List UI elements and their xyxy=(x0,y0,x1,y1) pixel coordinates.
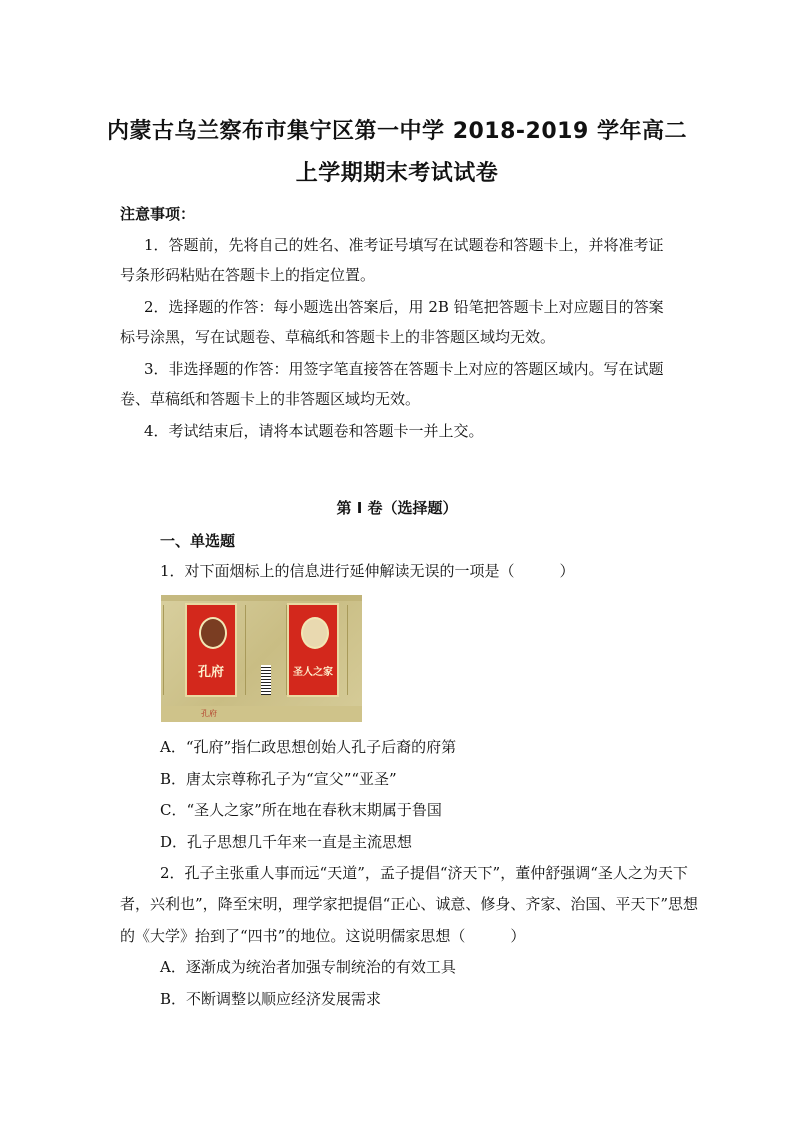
exam-title-line2: 上学期期末考试试卷 xyxy=(295,161,499,186)
bottom-label: 孔府 xyxy=(201,709,217,718)
q1-option-c: C．“圣人之家”所在地在春秋末期属于鲁国 xyxy=(160,801,442,819)
q1-option-a: A．“孔府”指仁政思想创始人孔子后裔的府第 xyxy=(160,738,457,756)
notice-heading: 注意事项： xyxy=(120,205,196,223)
q2-stem-line3: 的《大学》抬到了“四书”的地位。这说明儒家思想（ ） xyxy=(120,927,526,945)
barcode xyxy=(261,665,271,695)
pack-kongfu xyxy=(185,603,237,697)
pack-shengren xyxy=(287,603,339,697)
notice-line-6: 卷、草稿纸和答题卡上的非答题区域均无效。 xyxy=(120,390,421,408)
q2-stem-line2: 者，兴利也”，降至宋明，理学家把提倡“正心、诚意、修身、齐家、治国、平天下”思想 xyxy=(120,895,699,913)
cigarette-label-image xyxy=(161,595,362,722)
part-title: 一、单选题 xyxy=(160,532,236,550)
pack1-label: 孔府 xyxy=(197,665,224,680)
q2-stem-line1: 2．孔子主张重人事而远“天道”，孟子提倡“济天下”，董仲舒强调“圣人之为天下 xyxy=(160,864,688,882)
notice-line-5: 3．非选择题的作答：用签字笔直接答在答题卡上对应的答题区域内。写在试题 xyxy=(144,360,664,378)
notice-line-2: 号条形码粘贴在答题卡上的指定位置。 xyxy=(120,266,376,284)
exam-title-line1: 内蒙古乌兰察布市集宁区第一中学 2018-2019 学年高二 xyxy=(107,119,687,144)
notice-line-4: 标号涂黑，写在试题卷、草稿纸和答题卡上的非答题区域均无效。 xyxy=(120,328,556,346)
q1-option-d: D．孔子思想几千年来一直是主流思想 xyxy=(160,833,413,851)
q1-stem: 1．对下面烟标上的信息进行延伸解读无误的一项是（ ） xyxy=(160,562,575,580)
q1-option-b: B．唐太宗尊称孔子为“宣父”“亚圣” xyxy=(160,770,397,788)
q2-option-b: B．不断调整以顺应经济发展需求 xyxy=(160,990,382,1008)
pack2-label: 圣人之家 xyxy=(293,667,333,678)
notice-line-7: 4．考试结束后，请将本试题卷和答题卡一并上交。 xyxy=(144,422,484,440)
notice-line-3: 2．选择题的作答：每小题选出答案后，用 2B 铅笔把答题卡上对应题目的答案 xyxy=(144,298,664,316)
notice-line-1: 1．答题前，先将自己的姓名、准考证号填写在试题卷和答题卡上，并将准考证 xyxy=(144,236,664,254)
q2-option-a: A．逐渐成为统治者加强专制统治的有效工具 xyxy=(160,958,456,976)
section-title: 第 I 卷（选择题） xyxy=(336,499,458,517)
